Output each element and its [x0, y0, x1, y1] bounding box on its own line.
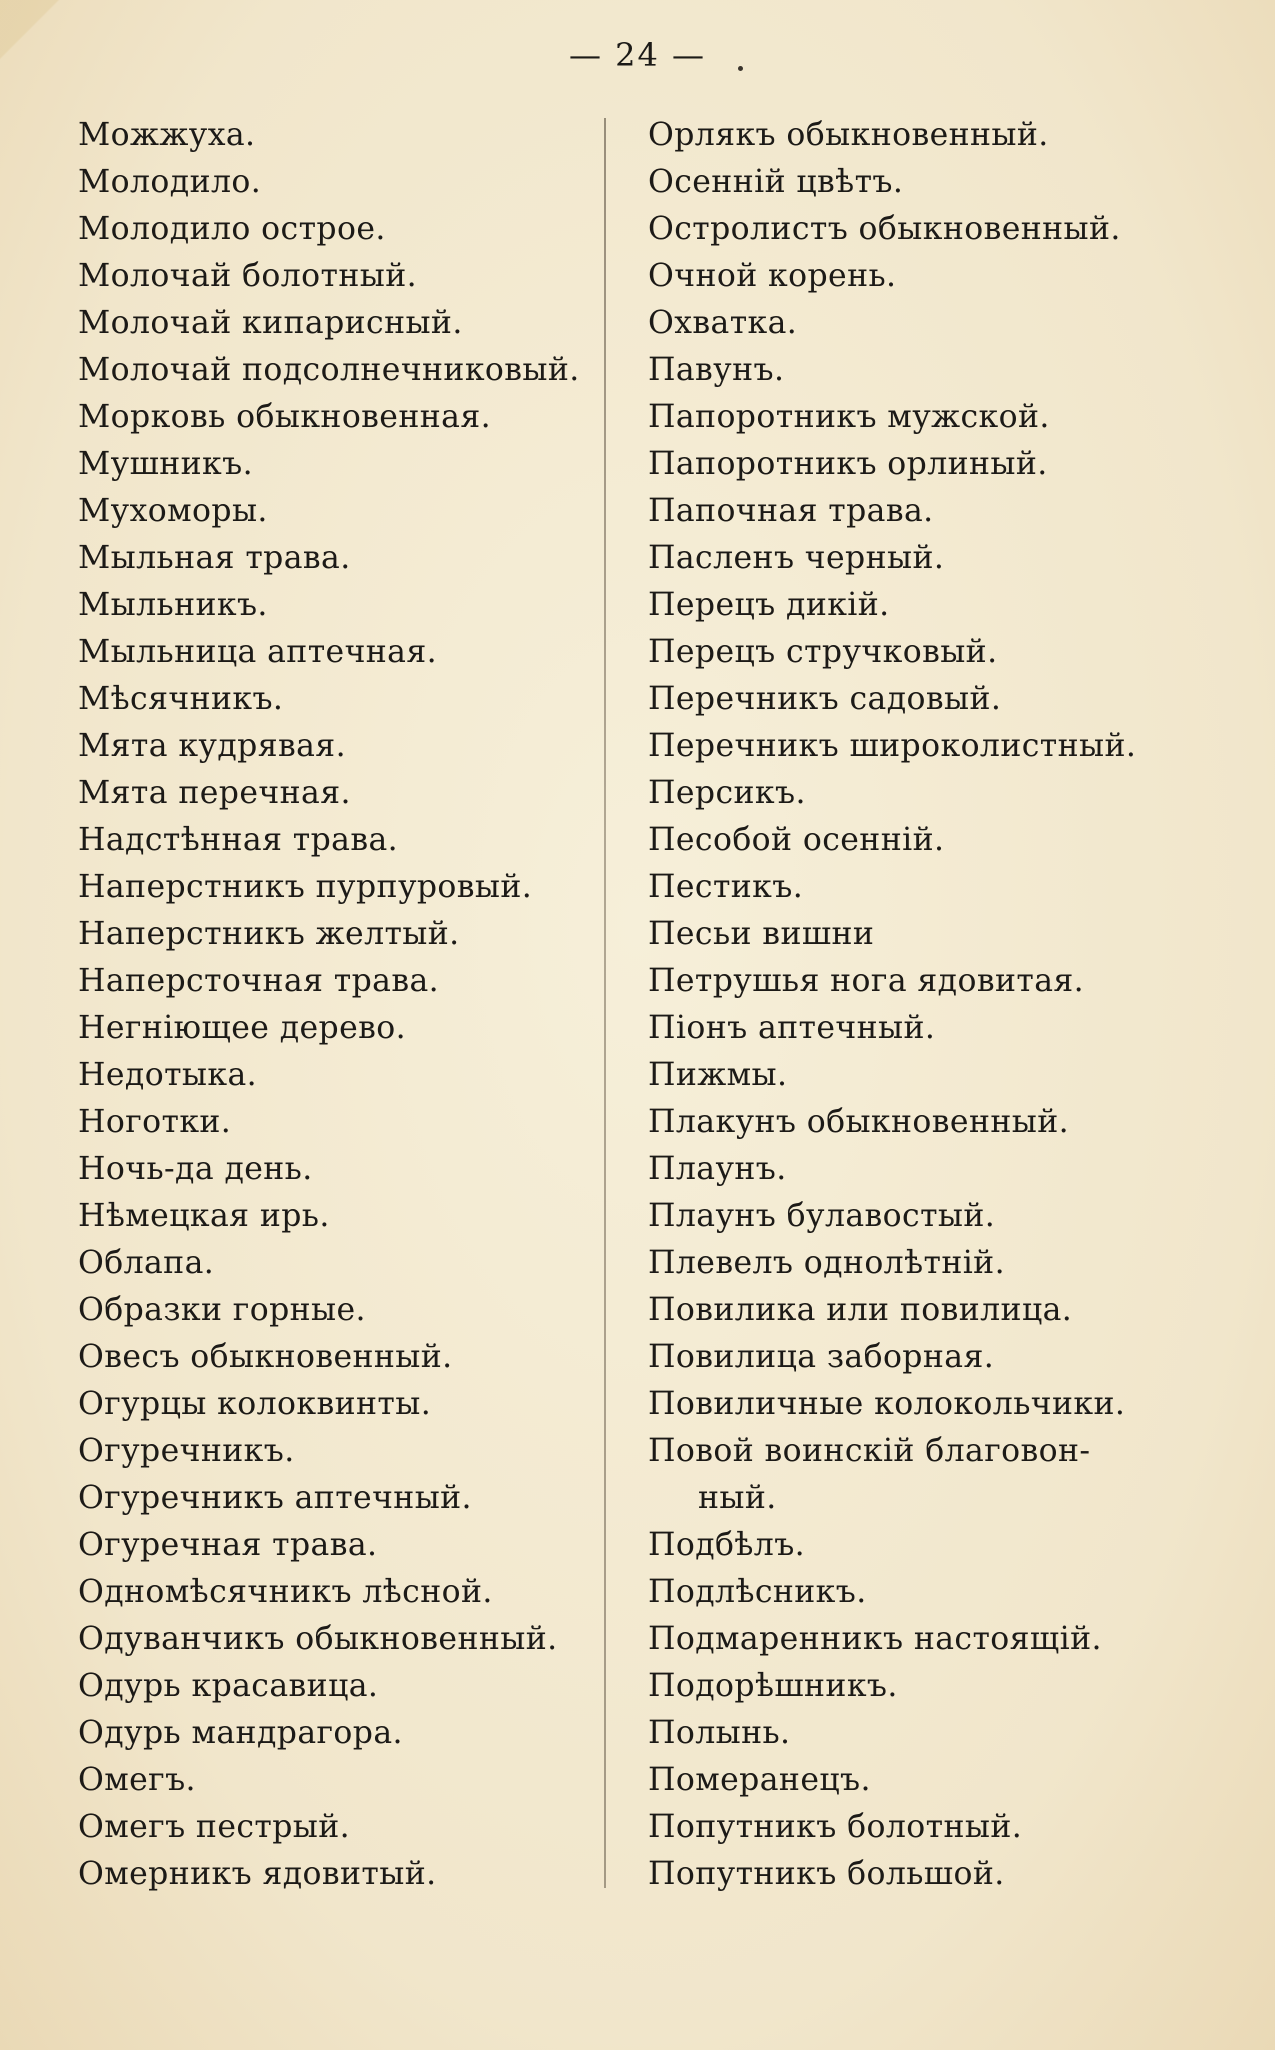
plant-name-entry: Плаунъ булавостый.	[648, 1198, 996, 1234]
plant-name-entry: Песьи вишни	[648, 916, 875, 952]
plant-name-entry: Перечникъ широколистный.	[648, 728, 1137, 764]
plant-name-entry: ный.	[698, 1480, 777, 1516]
right-column-list	[648, 112, 1208, 1898]
page-number: — 24 —	[568, 36, 707, 74]
plant-name-entry: Мыльникъ.	[78, 587, 268, 623]
plant-name-entry: Подорѣшникъ.	[648, 1668, 898, 1704]
plant-name-entry: Папоротникъ орлиный.	[648, 446, 1048, 482]
plant-name-entry: Папочная трава.	[648, 493, 934, 529]
plant-name-entry: Огуречникъ аптечный.	[78, 1480, 472, 1516]
plant-name-entry: Мыльница аптечная.	[78, 634, 438, 670]
plant-name-entry: Овесъ обыкновенный.	[78, 1339, 453, 1375]
plant-name-entry: Одномѣсячникъ лѣсной.	[78, 1574, 493, 1610]
plant-name-entry: Мыльная трава.	[78, 540, 351, 576]
plant-name-entry: Огуречная трава.	[78, 1527, 378, 1563]
plant-name-entry: Пасленъ черный.	[648, 540, 945, 576]
plant-name-entry: Пижмы.	[648, 1057, 788, 1093]
plant-name-entry: Остролистъ обыкновенный.	[648, 211, 1121, 247]
plant-name-entry: Померанецъ.	[648, 1762, 871, 1798]
plant-name-entry: Папоротникъ мужской.	[648, 399, 1050, 435]
plant-name-entry: Осенній цвѣтъ.	[648, 164, 904, 200]
plant-name-entry: Охватка.	[648, 305, 798, 341]
plant-name-entry: Мушникъ.	[78, 446, 254, 482]
left-column-list	[78, 112, 598, 1898]
plant-name-entry: Одурь красавица.	[78, 1668, 379, 1704]
plant-name-entry: Песобой осенній.	[648, 822, 945, 858]
column-divider-rule	[604, 118, 606, 1888]
plant-name-entry: Очной корень.	[648, 258, 897, 294]
plant-name-entry: Попутникъ болотный.	[648, 1809, 1023, 1845]
plant-name-entry: Огурцы колоквинты.	[78, 1386, 432, 1422]
plant-name-entry: Персикъ.	[648, 775, 806, 811]
plant-name-entry: Недотыка.	[78, 1057, 258, 1093]
plant-name-entry: Ноготки.	[78, 1104, 232, 1140]
plant-name-entry: Подбѣлъ.	[648, 1527, 806, 1563]
plant-name-entry: Перечникъ садовый.	[648, 681, 1002, 717]
plant-name-entry: Образки горные.	[78, 1292, 366, 1328]
plant-name-entry: Мята перечная.	[78, 775, 351, 811]
plant-name-entry: Повилица заборная.	[648, 1339, 995, 1375]
plant-name-entry: Омерникъ ядовитый.	[78, 1856, 437, 1892]
plant-name-entry: Повиличные колокольчики.	[648, 1386, 1126, 1422]
plant-name-entry: Наперсточная трава.	[78, 963, 440, 999]
plant-name-entry: Морковь обыкновенная.	[78, 399, 492, 435]
plant-name-entry: Молочай кипарисный.	[78, 305, 463, 341]
plant-name-entry: Наперстникъ желтый.	[78, 916, 460, 952]
plant-name-entry: Плаунъ.	[648, 1151, 787, 1187]
plant-name-entry: Подмаренникъ настоящій.	[648, 1621, 1102, 1657]
plant-name-entry: Молодило острое.	[78, 211, 386, 247]
plant-name-entry: Попутникъ большой.	[648, 1856, 1005, 1892]
plant-name-entry: Пестикъ.	[648, 869, 804, 905]
plant-name-entry: Негніющее дерево.	[78, 1010, 407, 1046]
plant-name-entry: Нѣмецкая ирь.	[78, 1198, 330, 1234]
plant-name-entry: Омегъ.	[78, 1762, 196, 1798]
plant-name-entry: Петрушья нога ядовитая.	[648, 963, 1085, 999]
plant-name-entry: Піонъ аптечный.	[648, 1010, 936, 1046]
plant-name-entry: Омегъ пестрый.	[78, 1809, 351, 1845]
plant-name-entry: Павунъ.	[648, 352, 785, 388]
plant-name-entry: Наперстникъ пурпуровый.	[78, 869, 533, 905]
plant-name-entry: Плевелъ однолѣтній.	[648, 1245, 1005, 1281]
plant-name-entry: Мята кудрявая.	[78, 728, 346, 764]
plant-name-entry: Перецъ стручковый.	[648, 634, 998, 670]
plant-name-entry: Молочай подсолнечниковый.	[78, 352, 580, 388]
plant-name-entry: Ночь-да день.	[78, 1151, 313, 1187]
plant-name-entry: Огуречникъ.	[78, 1433, 295, 1469]
plant-name-entry: Одуванчикъ обыкновенный.	[78, 1621, 558, 1657]
plant-name-entry: Облапа.	[78, 1245, 215, 1281]
plant-name-entry: Повилика или повилица.	[648, 1292, 1073, 1328]
plant-name-entry: Одурь мандрагора.	[78, 1715, 403, 1751]
plant-name-entry: Надстѣнная трава.	[78, 822, 399, 858]
plant-name-entry: Орлякъ обыкновенный.	[648, 117, 1049, 153]
plant-name-entry: Плакунъ обыкновенный.	[648, 1104, 1070, 1140]
print-speck	[738, 66, 743, 71]
plant-name-entry: Мухоморы.	[78, 493, 268, 529]
plant-name-entry: Молодило.	[78, 164, 262, 200]
plant-name-entry: Подлѣсникъ.	[648, 1574, 867, 1610]
plant-name-entry: Повой воинскій благовон-	[648, 1433, 1091, 1469]
plant-name-entry: Мѣсячникъ.	[78, 681, 284, 717]
plant-name-entry: Перецъ дикій.	[648, 587, 890, 623]
plant-name-entry: Полынь.	[648, 1715, 791, 1751]
plant-name-entry: Можжуха.	[78, 117, 256, 153]
plant-name-entry: Молочай болотный.	[78, 258, 418, 294]
